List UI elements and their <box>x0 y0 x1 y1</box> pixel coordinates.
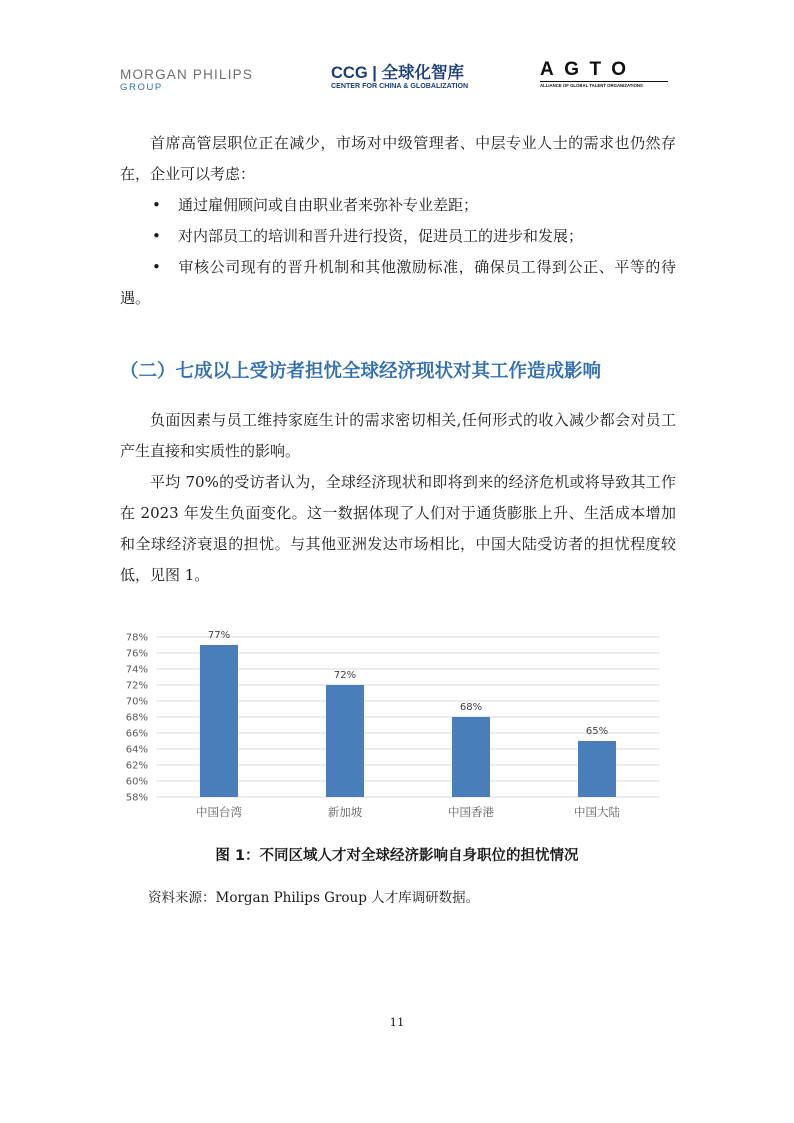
body-paragraph: 负面因素与员工维持家庭生计的需求密切相关,任何形式的收入减少都会对员工产生直接和实质性的影响。 <box>120 411 676 460</box>
x-tick-label: 中国台湾 <box>196 805 242 819</box>
bullet-dot: • <box>152 196 161 214</box>
ccg-logo-name: CCG | 全球化智库 <box>331 64 464 82</box>
body-paragraph: 平均 70%的受访者认为，全球经济现状和即将到来的经济危机或将导致其工作在 2023 年发生负面变化。这一数据体现了人们对于通货膨胀上升、生活成本增加和全球经济衰退的担忧。与其他亚洲发达市场相比，中国大陆受访者的担忧程度较低，见图 1。 <box>120 473 676 584</box>
y-tick-label: 74% <box>125 664 148 676</box>
section-heading: （二）七成以上受访者担忧全球经济现状对其工作造成影响 <box>120 361 602 382</box>
y-tick-label: 58% <box>125 792 148 804</box>
y-tick-label: 76% <box>125 648 148 660</box>
y-tick-label: 72% <box>125 680 148 692</box>
bullet-item <box>120 190 676 221</box>
data-label: 72% <box>333 670 357 681</box>
bullet-item <box>120 221 676 252</box>
bar <box>578 741 616 797</box>
morgan-philips-logo-group: GROUP <box>120 82 163 93</box>
y-tick-label: 60% <box>125 776 148 788</box>
bullet-text: 审核公司现有的晋升机制和其他激励标准，确保员工得到公正、平等的待遇。 <box>120 258 676 307</box>
bar <box>200 645 238 797</box>
y-tick-label: 62% <box>125 760 148 772</box>
bullet-dot: • <box>152 227 161 245</box>
data-label: 77% <box>207 630 231 641</box>
y-tick-label: 70% <box>125 696 148 708</box>
bar-chart <box>116 620 672 830</box>
agto-logo-rule <box>540 81 668 82</box>
x-tick-label: 中国香港 <box>448 805 494 819</box>
x-tick-label: 新加坡 <box>327 805 363 819</box>
agto-logo-subtitle: ALLIANCE OF GLOBAL TALENT ORGANIZATIONS <box>540 83 643 88</box>
ccg-logo <box>331 64 471 91</box>
x-tick-label: 中国大陆 <box>574 805 620 819</box>
bar <box>326 685 364 797</box>
agto-logo-name: AGTO <box>540 59 637 80</box>
bullet-item <box>120 252 676 314</box>
morgan-philips-logo-name: MORGAN PHILIPS <box>120 67 254 82</box>
page-number: 11 <box>389 1015 405 1029</box>
figure-source: 资料来源：Morgan Philips Group 人才库调研数据。 <box>148 890 480 906</box>
y-tick-label: 78% <box>125 632 148 644</box>
data-label: 65% <box>585 726 609 737</box>
y-tick-label: 68% <box>125 712 148 724</box>
y-tick-label: 66% <box>125 728 148 740</box>
agto-logo <box>540 60 674 89</box>
bar <box>452 717 490 797</box>
ccg-logo-subtitle: CENTER FOR CHINA & GLOBALIZATION <box>331 82 469 90</box>
figure-caption: 图 1：不同区域人才对全球经济影响自身职位的担忧情况 <box>215 848 579 864</box>
bullet-text: 通过雇佣顾问或自由职业者来弥补专业差距； <box>178 196 479 214</box>
bullet-dot: • <box>152 258 161 276</box>
data-label: 68% <box>459 702 483 713</box>
y-tick-label: 64% <box>125 744 148 756</box>
intro-paragraph: 首席高管层职位正在减少，市场对中级管理者、中层专业人士的需求也仍然存在，企业可以考虑： <box>120 134 676 183</box>
bullet-text: 对内部员工的培训和晋升进行投资，促进员工的进步和发展； <box>178 227 584 245</box>
morgan-philips-logo <box>120 68 290 94</box>
